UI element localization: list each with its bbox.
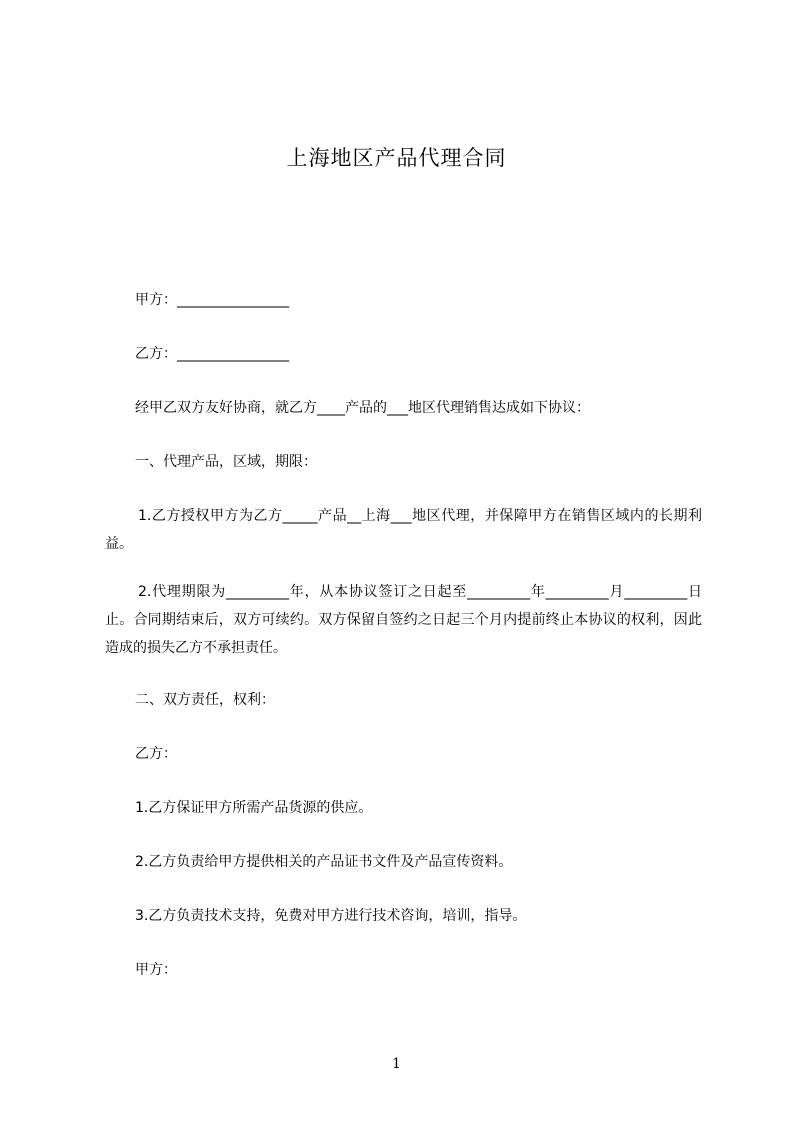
party-a-label: 甲方： [135,962,177,978]
party-b-item1: 1.乙方保证甲方所需产品货源的供应。 [135,800,373,816]
section1-item2: 2.代理期限为_________年，从本协议签订之日起至_________年_________月_________日止。合同期结束后，双方可续约。双方保留自签约之日起三个月内提前终止本协议的权利，因此造成的损失乙方不承担责任。 [105,584,702,656]
party-b-item2: 2.乙方负责给甲方提供相关的产品证书文件及产品宣传资料。 [135,854,513,870]
section1-heading: 一、代理产品，区域，期限： [135,454,317,470]
party-a-line: 甲方：________________ [135,292,289,308]
document-title: 上海地区产品代理合同 [286,146,507,170]
party-b-line: 乙方：________________ [135,346,289,362]
party-b-item3: 3.乙方负责技术支持，免费对甲方进行技术咨询，培训，指导。 [135,908,527,924]
page-number: 1 [392,1056,401,1072]
section2-heading: 二、双方责任，权利： [135,692,275,708]
intro-paragraph: 经甲乙双方友好协商，就乙方____产品的___地区代理销售达成如下协议： [135,400,590,416]
party-b-label: 乙方： [135,746,177,762]
section1-item1: 1.乙方授权甲方为乙方_____产品__上海___地区代理，并保障甲方在销售区域内的长期利益。 [105,508,702,552]
